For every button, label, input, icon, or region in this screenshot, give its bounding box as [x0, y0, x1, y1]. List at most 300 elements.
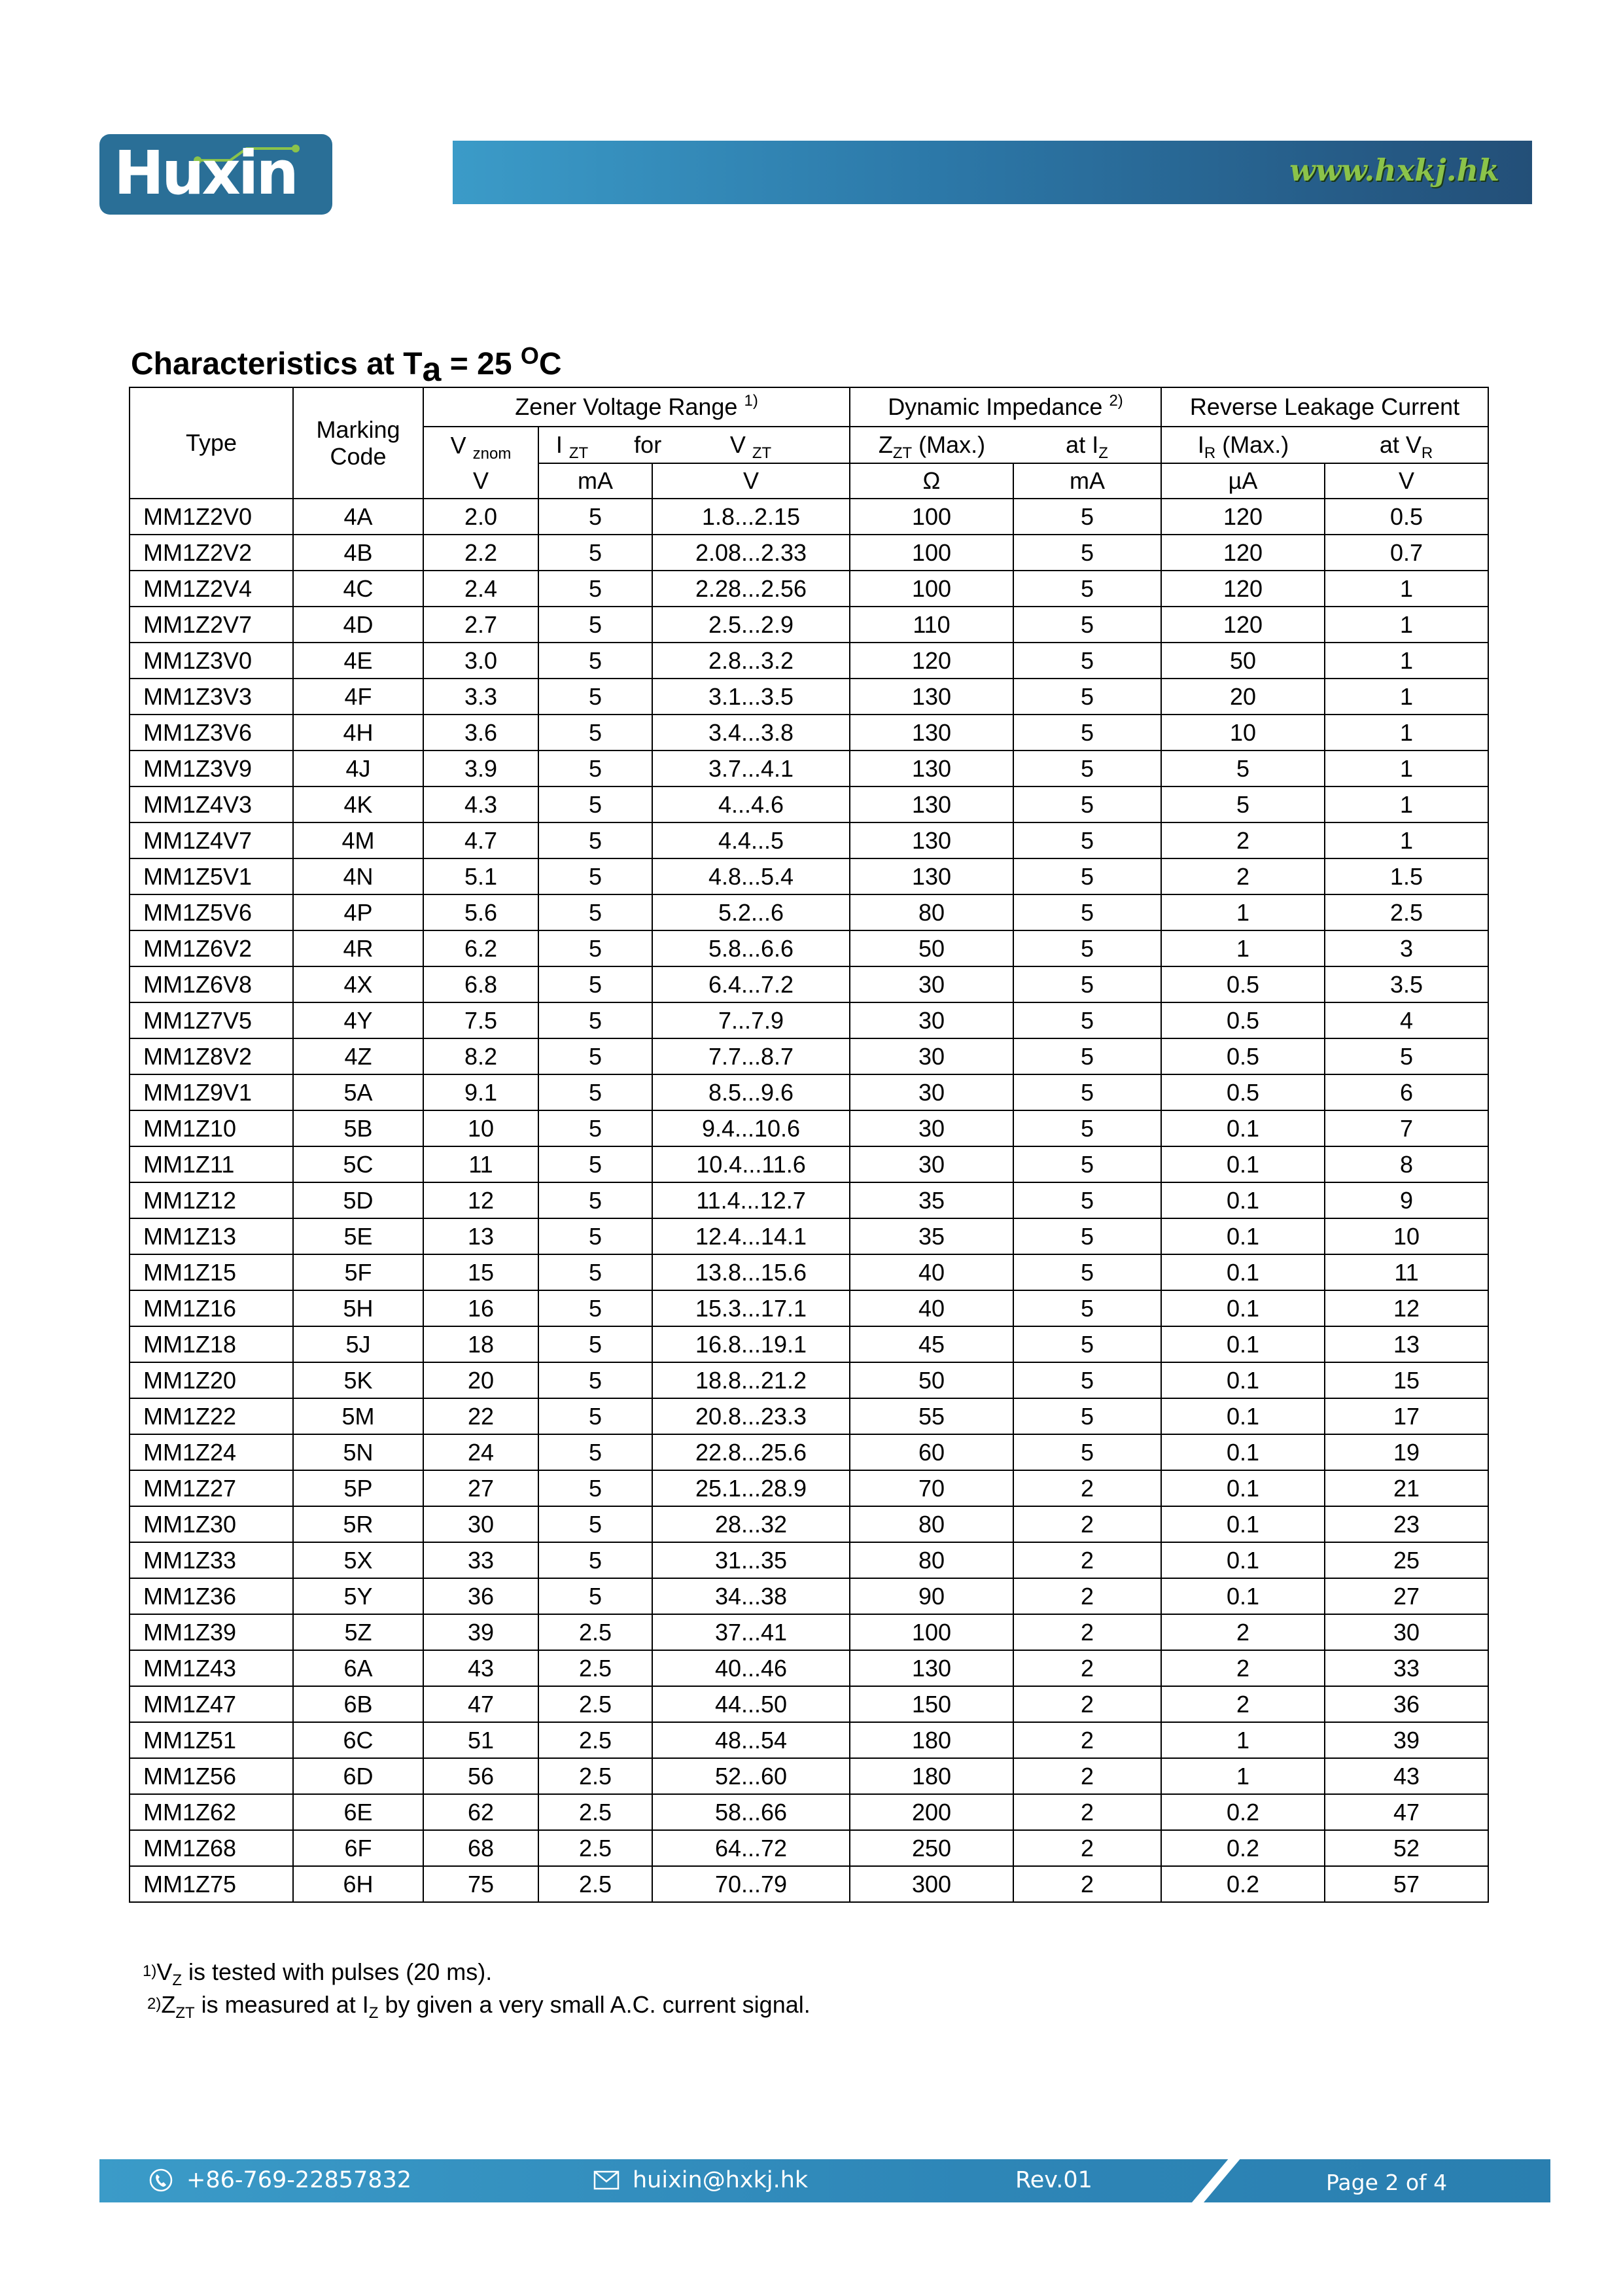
cell-at-iz: 5: [1013, 1434, 1161, 1470]
cell-at-iz: 2: [1013, 1470, 1161, 1506]
cell-type: MM1Z7V5: [130, 1002, 293, 1038]
cell-type: MM1Z6V8: [130, 966, 293, 1002]
cell-type: MM1Z4V3: [130, 786, 293, 822]
cell-zzt-max: 80: [850, 1542, 1013, 1578]
cell-ir-max: 120: [1161, 607, 1325, 643]
cell-vzt-range: 13.8...15.6: [652, 1254, 850, 1290]
cell-vzt-range: 4.8...5.4: [652, 858, 850, 894]
cell-vznom: 5.1: [423, 858, 538, 894]
cell-type: MM1Z11: [130, 1146, 293, 1182]
cell-at-iz: 5: [1013, 607, 1161, 643]
cell-vznom: 3.9: [423, 751, 538, 786]
cell-vznom: 13: [423, 1218, 538, 1254]
footnote-1: [143, 1958, 493, 1989]
cell-ir-max: 0.5: [1161, 1002, 1325, 1038]
footer-revision: Rev.01: [1015, 2167, 1092, 2193]
cell-marking-code: 5A: [293, 1074, 423, 1110]
cell-vzt-range: 5.2...6: [652, 894, 850, 930]
cell-at-vr: 27: [1325, 1578, 1488, 1614]
cell-vznom: 15: [423, 1254, 538, 1290]
cell-zzt-max: 300: [850, 1866, 1013, 1902]
cell-vzt-range: 9.4...10.6: [652, 1110, 850, 1146]
cell-ir-max: 120: [1161, 499, 1325, 535]
cell-vzt-range: 16.8...19.1: [652, 1326, 850, 1362]
cell-vzt-range: 6.4...7.2: [652, 966, 850, 1002]
cell-at-iz: 2: [1013, 1794, 1161, 1830]
cell-at-vr: 15: [1325, 1362, 1488, 1398]
cell-ir-max: 1: [1161, 1722, 1325, 1758]
cell-at-iz: 5: [1013, 966, 1161, 1002]
cell-at-iz: 5: [1013, 571, 1161, 607]
cell-izt: 5: [538, 607, 652, 643]
cell-marking-code: 4B: [293, 535, 423, 571]
cell-vzt-range: 10.4...11.6: [652, 1146, 850, 1182]
title-main: Characteristics at T: [131, 347, 423, 381]
izt-sub: ZT: [568, 444, 589, 462]
table-row: [130, 786, 1488, 822]
cell-at-iz: 2: [1013, 1722, 1161, 1758]
cell-vznom: 4.3: [423, 786, 538, 822]
cell-ir-max: 0.1: [1161, 1434, 1325, 1470]
header-vznom: [423, 427, 538, 463]
cell-vznom: 43: [423, 1650, 538, 1686]
header-vzt: [652, 427, 850, 463]
unit-vzt: V: [652, 463, 850, 499]
cell-marking-code: 4X: [293, 966, 423, 1002]
cell-izt: 5: [538, 786, 652, 822]
cell-type: MM1Z5V6: [130, 894, 293, 930]
cell-at-iz: 2: [1013, 1614, 1161, 1650]
cell-marking-code: 4E: [293, 643, 423, 679]
cell-at-iz: 2: [1013, 1578, 1161, 1614]
zzt-label: Z: [878, 431, 893, 458]
cell-vznom: 2.0: [423, 499, 538, 535]
cell-izt: 2.5: [538, 1650, 652, 1686]
table-row: [130, 1794, 1488, 1830]
footer-phone-text: +86-769-22857832: [186, 2167, 412, 2193]
cell-marking-code: 4J: [293, 751, 423, 786]
cell-marking-code: 5N: [293, 1434, 423, 1470]
cell-vzt-range: 5.8...6.6: [652, 930, 850, 966]
cell-ir-max: 5: [1161, 786, 1325, 822]
unit-vr: V: [1325, 463, 1488, 499]
header-banner: [453, 141, 1532, 204]
cell-izt: 5: [538, 1542, 652, 1578]
cell-vzt-range: 15.3...17.1: [652, 1290, 850, 1326]
cell-vznom: 11: [423, 1146, 538, 1182]
cell-at-vr: 21: [1325, 1470, 1488, 1506]
cell-izt: 2.5: [538, 1686, 652, 1722]
cell-type: MM1Z30: [130, 1506, 293, 1542]
cell-vznom: 16: [423, 1290, 538, 1326]
cell-ir-max: 0.1: [1161, 1362, 1325, 1398]
footnote-2-z-sub: ZT: [175, 2004, 195, 2022]
cell-vznom: 9.1: [423, 1074, 538, 1110]
cell-at-vr: 1.5: [1325, 858, 1488, 894]
cell-vzt-range: 31...35: [652, 1542, 850, 1578]
cell-izt: 2.5: [538, 1830, 652, 1866]
cell-marking-code: 4M: [293, 822, 423, 858]
cell-zzt-max: 110: [850, 607, 1013, 643]
title-unit: C: [538, 347, 562, 381]
cell-zzt-max: 120: [850, 643, 1013, 679]
cell-ir-max: 2: [1161, 858, 1325, 894]
cell-zzt-max: 100: [850, 571, 1013, 607]
cell-type: MM1Z3V3: [130, 679, 293, 715]
footnote-2-i-sub: Z: [368, 2004, 379, 2022]
cell-at-vr: 17: [1325, 1398, 1488, 1434]
cell-at-iz: 5: [1013, 1146, 1161, 1182]
table-row: [130, 1686, 1488, 1722]
cell-marking-code: 4N: [293, 858, 423, 894]
header-zener-voltage-range: [423, 387, 850, 427]
table-row: [130, 1398, 1488, 1434]
cell-zzt-max: 180: [850, 1722, 1013, 1758]
cell-zzt-max: 130: [850, 1650, 1013, 1686]
cell-zzt-max: 30: [850, 966, 1013, 1002]
cell-type: MM1Z10: [130, 1110, 293, 1146]
cell-at-iz: 5: [1013, 1398, 1161, 1434]
cell-vzt-range: 12.4...14.1: [652, 1218, 850, 1254]
cell-vznom: 2.4: [423, 571, 538, 607]
cell-vznom: 12: [423, 1182, 538, 1218]
cell-type: MM1Z56: [130, 1758, 293, 1794]
cell-marking-code: 5E: [293, 1218, 423, 1254]
title-superscript: O: [520, 342, 539, 369]
cell-type: MM1Z8V2: [130, 1038, 293, 1074]
dynamic-group-label: Dynamic Impedance: [888, 393, 1103, 420]
cell-type: MM1Z5V1: [130, 858, 293, 894]
cell-ir-max: 0.1: [1161, 1146, 1325, 1182]
cell-at-iz: 5: [1013, 1326, 1161, 1362]
header-ir-max: [1161, 427, 1325, 463]
cell-vznom: 33: [423, 1542, 538, 1578]
table-row: [130, 1146, 1488, 1182]
cell-izt: 2.5: [538, 1614, 652, 1650]
cell-at-vr: 2.5: [1325, 894, 1488, 930]
cell-vznom: 6.2: [423, 930, 538, 966]
cell-marking-code: 5R: [293, 1506, 423, 1542]
cell-zzt-max: 45: [850, 1326, 1013, 1362]
cell-ir-max: 0.1: [1161, 1326, 1325, 1362]
cell-type: MM1Z15: [130, 1254, 293, 1290]
cell-at-vr: 23: [1325, 1506, 1488, 1542]
cell-marking-code: 5Z: [293, 1614, 423, 1650]
table-row: [130, 894, 1488, 930]
cell-at-iz: 5: [1013, 1182, 1161, 1218]
cell-izt: 5: [538, 1002, 652, 1038]
cell-vzt-range: 48...54: [652, 1722, 850, 1758]
cell-type: MM1Z24: [130, 1434, 293, 1470]
table-row: [130, 607, 1488, 643]
cell-at-vr: 33: [1325, 1650, 1488, 1686]
cell-ir-max: 0.1: [1161, 1542, 1325, 1578]
cell-at-vr: 19: [1325, 1434, 1488, 1470]
cell-zzt-max: 130: [850, 858, 1013, 894]
cell-at-vr: 1: [1325, 571, 1488, 607]
footnote-1-mark: 1): [143, 1962, 157, 1980]
cell-marking-code: 5P: [293, 1470, 423, 1506]
cell-izt: 5: [538, 499, 652, 535]
cell-izt: 5: [538, 858, 652, 894]
cell-vzt-range: 4...4.6: [652, 786, 850, 822]
cell-type: MM1Z3V9: [130, 751, 293, 786]
unit-izt: mA: [538, 463, 652, 499]
cell-zzt-max: 130: [850, 715, 1013, 751]
table-row: [130, 1830, 1488, 1866]
cell-at-vr: 6: [1325, 1074, 1488, 1110]
table-row: [130, 1326, 1488, 1362]
cell-ir-max: 10: [1161, 715, 1325, 751]
cell-type: MM1Z43: [130, 1650, 293, 1686]
cell-izt: 5: [538, 894, 652, 930]
footer-email-text: huixin@hxkj.hk: [633, 2167, 809, 2193]
cell-ir-max: 5: [1161, 751, 1325, 786]
footnote-1-v: V: [156, 1958, 173, 1985]
cell-ir-max: 2: [1161, 1650, 1325, 1686]
cell-at-vr: 0.7: [1325, 535, 1488, 571]
cell-marking-code: 5X: [293, 1542, 423, 1578]
cell-at-iz: 2: [1013, 1758, 1161, 1794]
cell-at-vr: 3: [1325, 930, 1488, 966]
cell-marking-code: 5B: [293, 1110, 423, 1146]
cell-at-vr: 25: [1325, 1542, 1488, 1578]
cell-ir-max: 0.1: [1161, 1470, 1325, 1506]
footer-page-number: Page 2 of 4: [1326, 2170, 1448, 2195]
cell-type: MM1Z9V1: [130, 1074, 293, 1110]
cell-izt: 5: [538, 1038, 652, 1074]
cell-at-iz: 2: [1013, 1866, 1161, 1902]
cell-vznom: 24: [423, 1434, 538, 1470]
cell-at-iz: 5: [1013, 1362, 1161, 1398]
footnote-1-text: is tested with pulses (20 ms).: [182, 1958, 493, 1985]
cell-zzt-max: 130: [850, 751, 1013, 786]
cell-type: MM1Z2V2: [130, 535, 293, 571]
cell-vzt-range: 44...50: [652, 1686, 850, 1722]
vznom-sub: znom: [472, 444, 512, 463]
cell-ir-max: 0.1: [1161, 1254, 1325, 1290]
cell-type: MM1Z18: [130, 1326, 293, 1362]
cell-vzt-range: 34...38: [652, 1578, 850, 1614]
table-row: [130, 1290, 1488, 1326]
cell-type: MM1Z51: [130, 1722, 293, 1758]
cell-marking-code: 4F: [293, 679, 423, 715]
cell-vznom: 10: [423, 1110, 538, 1146]
cell-marking-code: 4P: [293, 894, 423, 930]
cell-vznom: 8.2: [423, 1038, 538, 1074]
footer-email[interactable]: [593, 2167, 808, 2193]
zzt-max-label: (Max.): [912, 431, 986, 458]
cell-izt: 5: [538, 1434, 652, 1470]
zener-group-label: Zener Voltage Range: [515, 393, 738, 420]
table-row: [130, 1650, 1488, 1686]
izt-label: I: [555, 431, 563, 458]
cell-vznom: 18: [423, 1326, 538, 1362]
cell-type: MM1Z62: [130, 1794, 293, 1830]
cell-zzt-max: 50: [850, 930, 1013, 966]
cell-type: MM1Z47: [130, 1686, 293, 1722]
cell-ir-max: 0.2: [1161, 1866, 1325, 1902]
at-vr-sub: R: [1421, 444, 1433, 462]
cell-at-vr: 1: [1325, 751, 1488, 786]
cell-izt: 2.5: [538, 1722, 652, 1758]
cell-at-vr: 47: [1325, 1794, 1488, 1830]
footer-stripe: [1192, 2159, 1240, 2202]
cell-at-iz: 5: [1013, 1218, 1161, 1254]
table-row: [130, 1218, 1488, 1254]
cell-vznom: 39: [423, 1614, 538, 1650]
cell-marking-code: 5C: [293, 1146, 423, 1182]
cell-zzt-max: 40: [850, 1290, 1013, 1326]
table-row: [130, 1470, 1488, 1506]
cell-zzt-max: 30: [850, 1074, 1013, 1110]
cell-at-vr: 7: [1325, 1110, 1488, 1146]
unit-vznom: V: [423, 463, 538, 499]
cell-ir-max: 0.1: [1161, 1110, 1325, 1146]
cell-vznom: 6.8: [423, 966, 538, 1002]
cell-ir-max: 120: [1161, 535, 1325, 571]
cell-at-vr: 0.5: [1325, 499, 1488, 535]
table-row: [130, 1434, 1488, 1470]
cell-marking-code: 5H: [293, 1290, 423, 1326]
cell-type: MM1Z2V4: [130, 571, 293, 607]
logo-text: Huxin: [114, 138, 296, 208]
cell-marking-code: 6H: [293, 1866, 423, 1902]
footnote-2-z: Z: [161, 1991, 176, 2018]
cell-at-iz: 5: [1013, 1254, 1161, 1290]
cell-vzt-range: 2.5...2.9: [652, 607, 850, 643]
cell-ir-max: 0.1: [1161, 1182, 1325, 1218]
cell-ir-max: 0.5: [1161, 1074, 1325, 1110]
cell-vznom: 27: [423, 1470, 538, 1506]
cell-zzt-max: 70: [850, 1470, 1013, 1506]
cell-vznom: 51: [423, 1722, 538, 1758]
cell-type: MM1Z16: [130, 1290, 293, 1326]
cell-at-iz: 5: [1013, 1110, 1161, 1146]
cell-ir-max: 1: [1161, 894, 1325, 930]
cell-ir-max: 0.1: [1161, 1290, 1325, 1326]
at-iz-sub: Z: [1098, 444, 1108, 462]
cell-zzt-max: 50: [850, 1362, 1013, 1398]
table-row: [130, 679, 1488, 715]
cell-vznom: 56: [423, 1758, 538, 1794]
table-row: [130, 499, 1488, 535]
cell-at-iz: 5: [1013, 930, 1161, 966]
cell-vznom: 2.7: [423, 607, 538, 643]
cell-marking-code: 5D: [293, 1182, 423, 1218]
table-row: [130, 930, 1488, 966]
footer-phone[interactable]: [148, 2167, 411, 2193]
cell-marking-code: 5F: [293, 1254, 423, 1290]
cell-at-iz: 5: [1013, 715, 1161, 751]
header-type: Type: [130, 387, 293, 499]
table-row: [130, 1758, 1488, 1794]
cell-izt: 5: [538, 571, 652, 607]
ir-max-label: (Max.): [1215, 431, 1289, 458]
cell-zzt-max: 150: [850, 1686, 1013, 1722]
cell-marking-code: 5Y: [293, 1578, 423, 1614]
cell-vzt-range: 18.8...21.2: [652, 1362, 850, 1398]
cell-vznom: 3.3: [423, 679, 538, 715]
cell-izt: 5: [538, 679, 652, 715]
cell-ir-max: 0.2: [1161, 1794, 1325, 1830]
cell-type: MM1Z36: [130, 1578, 293, 1614]
header-zzt-max: [850, 427, 1013, 463]
cell-zzt-max: 100: [850, 535, 1013, 571]
cell-vznom: 47: [423, 1686, 538, 1722]
cell-ir-max: 0.1: [1161, 1218, 1325, 1254]
page-title: [131, 342, 562, 389]
cell-at-vr: 9: [1325, 1182, 1488, 1218]
cell-izt: 5: [538, 930, 652, 966]
cell-at-iz: 2: [1013, 1542, 1161, 1578]
footnote-1-v-sub: Z: [172, 1971, 183, 1989]
website-url[interactable]: www.hxkj.hk: [1289, 152, 1499, 188]
cell-vznom: 62: [423, 1794, 538, 1830]
cell-at-vr: 52: [1325, 1830, 1488, 1866]
cell-marking-code: 6D: [293, 1758, 423, 1794]
at-vr-label: at V: [1379, 431, 1422, 458]
cell-vznom: 30: [423, 1506, 538, 1542]
cell-at-vr: 4: [1325, 1002, 1488, 1038]
cell-vzt-range: 64...72: [652, 1830, 850, 1866]
cell-type: MM1Z33: [130, 1542, 293, 1578]
unit-iz: mA: [1013, 463, 1161, 499]
cell-marking-code: 6F: [293, 1830, 423, 1866]
cell-vznom: 3.0: [423, 643, 538, 679]
marking-code-label: Marking Code: [316, 415, 400, 470]
cell-izt: 5: [538, 1218, 652, 1254]
cell-izt: 5: [538, 535, 652, 571]
cell-zzt-max: 90: [850, 1578, 1013, 1614]
at-iz-label: at I: [1066, 431, 1099, 458]
table-row: [130, 1254, 1488, 1290]
cell-izt: 5: [538, 1362, 652, 1398]
cell-zzt-max: 130: [850, 786, 1013, 822]
cell-at-vr: 43: [1325, 1758, 1488, 1794]
cell-vznom: 2.2: [423, 535, 538, 571]
cell-at-iz: 5: [1013, 643, 1161, 679]
cell-marking-code: 4Y: [293, 1002, 423, 1038]
cell-at-iz: 5: [1013, 1038, 1161, 1074]
cell-type: MM1Z2V0: [130, 499, 293, 535]
cell-izt: 5: [538, 822, 652, 858]
dynamic-note-mark: 2): [1109, 392, 1123, 410]
cell-type: MM1Z68: [130, 1830, 293, 1866]
table-row: [130, 966, 1488, 1002]
cell-at-vr: 39: [1325, 1722, 1488, 1758]
cell-ir-max: 50: [1161, 643, 1325, 679]
footnote-2-mark: 2): [147, 1995, 162, 2013]
zzt-sub: ZT: [892, 444, 913, 462]
cell-at-iz: 5: [1013, 1074, 1161, 1110]
cell-marking-code: 4Z: [293, 1038, 423, 1074]
cell-vzt-range: 8.5...9.6: [652, 1074, 850, 1110]
cell-zzt-max: 30: [850, 1038, 1013, 1074]
cell-izt: 5: [538, 1326, 652, 1362]
cell-vzt-range: 2.8...3.2: [652, 643, 850, 679]
cell-izt: 5: [538, 1578, 652, 1614]
cell-type: MM1Z39: [130, 1614, 293, 1650]
cell-at-iz: 5: [1013, 1290, 1161, 1326]
table-row: [130, 643, 1488, 679]
for-label: for: [634, 431, 662, 458]
cell-marking-code: 4K: [293, 786, 423, 822]
mail-icon: [593, 2170, 620, 2190]
cell-marking-code: 4D: [293, 607, 423, 643]
ir-label: I: [1197, 431, 1204, 458]
cell-izt: 5: [538, 1398, 652, 1434]
